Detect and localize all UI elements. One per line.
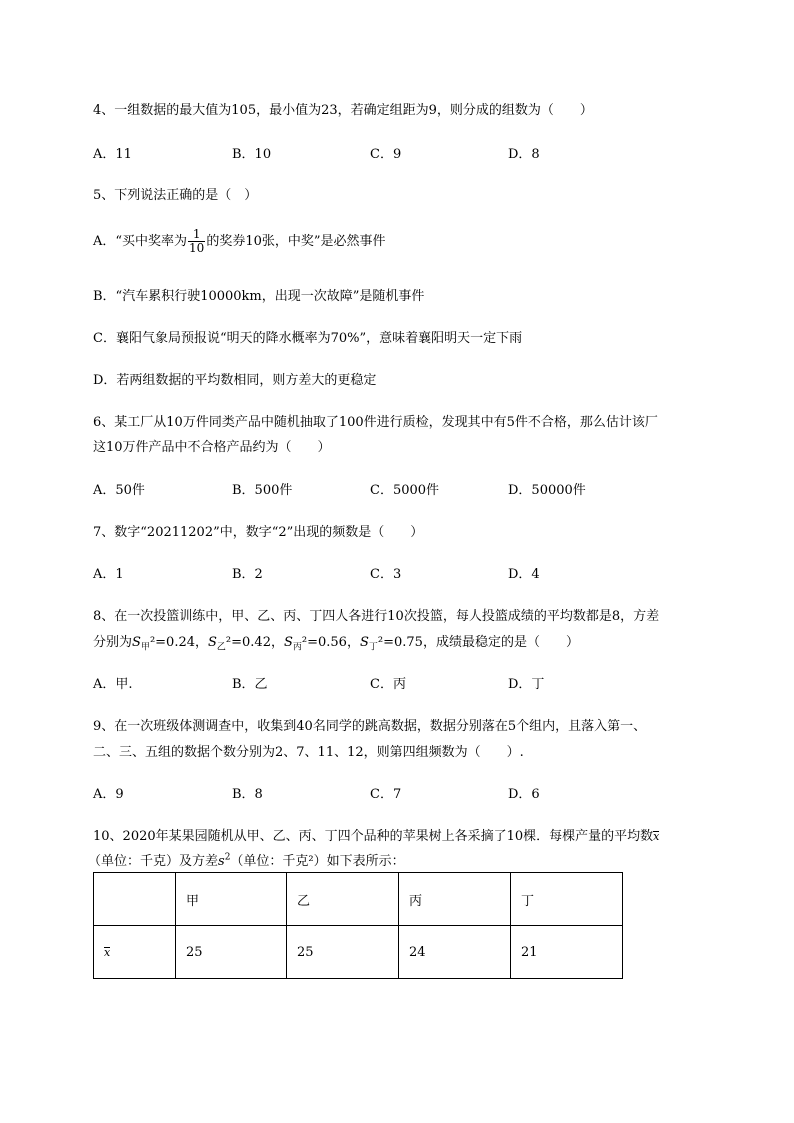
q5-option-a-post: 的奖券10张，中奖”是必然事件 xyxy=(206,234,386,249)
q7-stem: 7、数字“20211202”中，数字“2”出现的频数是（ ） xyxy=(93,525,424,540)
q10-stem-line2-post: （单位：千克²）如下表所示： xyxy=(230,854,405,869)
q5-option-b: B．“汽车累积行驶10000km，出现一次故障”是随机事件 xyxy=(93,289,425,304)
q4-option-a: A．11 xyxy=(93,147,132,162)
q8-option-c: C．丙 xyxy=(370,677,406,692)
variance-symbol: s xyxy=(218,854,225,869)
q4-option-d: D．8 xyxy=(508,147,540,162)
q4-option-c: C．9 xyxy=(370,147,402,162)
fraction-numerator: 1 xyxy=(188,228,205,242)
q6-stem-line2: 这10万件产品中不合格产品约为（ ） xyxy=(93,440,331,455)
table-header-cell: 乙 xyxy=(287,873,399,926)
q8-stem-line1: 8、在一次投篮训练中，甲、乙、丙、丁四人各进行10次投篮，每人投篮成绩的平均数都是8，方差 xyxy=(93,609,660,624)
variance-symbol: S xyxy=(132,635,141,650)
q8-option-b: B．乙 xyxy=(232,677,268,692)
variance-symbol: S xyxy=(208,635,217,650)
table-cell: 24 xyxy=(399,926,511,979)
q8-option-d: D．丁 xyxy=(508,677,545,692)
q9-stem-line2: 二、三、五组的数据个数分别为2、7、11、12，则第四组频数为（ ）. xyxy=(93,745,524,760)
table-header-row xyxy=(94,873,623,926)
table-header-cell: 甲 xyxy=(176,873,287,926)
q9-option-d: D．6 xyxy=(508,787,540,802)
q5-option-d: D．若两组数据的平均数相同，则方差大的更稳定 xyxy=(93,373,377,388)
table-header-cell: 丁 xyxy=(511,873,623,926)
fraction xyxy=(188,228,205,255)
q10-stem-line2-pre: （单位：千克）及方差 xyxy=(88,854,219,869)
q8-stem-line2-pre: 分别为 xyxy=(93,635,133,650)
q9-option-c: C．7 xyxy=(370,787,402,802)
variance-value-bing: ²=0.56， xyxy=(301,635,360,650)
q9-stem-line1: 9、在一次班级体测调查中，收集到40名同学的跳高数据，数据分别落在5个组内，且落入第一、 xyxy=(93,719,647,734)
mean-symbol: x xyxy=(653,830,660,843)
q6-option-a: A．50件 xyxy=(93,483,145,498)
variance-symbol: S xyxy=(359,635,369,650)
q10-stem-line2 xyxy=(88,850,405,869)
table-cell: 25 xyxy=(176,926,287,979)
table-row xyxy=(94,926,623,979)
table-cell: 25 xyxy=(287,926,399,979)
q6-stem-line1: 6、某工厂从10万件同类产品中随机抽取了100件进行质检，发现其中有5件不合格，那么估计该厂 xyxy=(93,415,658,430)
q8-option-a: A．甲. xyxy=(93,677,133,692)
q7-option-d: D．4 xyxy=(508,567,540,582)
table-header-cell xyxy=(94,873,176,926)
variance-value-yi: ²=0.42， xyxy=(225,635,284,650)
q8-stem-line2 xyxy=(93,631,579,653)
q7-option-c: C．3 xyxy=(370,567,402,582)
q6-option-b: B．500件 xyxy=(232,483,293,498)
q5-option-a xyxy=(93,228,386,255)
table-header-cell: 丙 xyxy=(399,873,511,926)
q6-option-d: D．50000件 xyxy=(508,483,586,498)
variance-subscript-ding: 丁 xyxy=(368,642,378,653)
variance-value-jia: ²=0.24， xyxy=(149,635,208,650)
q5-stem: 5、下列说法正确的是（ ） xyxy=(93,188,258,203)
variance-value-ding: ²=0.75，成绩最稳定的是（ ） xyxy=(377,635,579,650)
variance-subscript-jia: 甲 xyxy=(140,642,150,653)
q10-stem-line1-text: 10、2020年某果园随机从甲、乙、丙、丁四个品种的苹果树上各采摘了10棵．每棵产量的平均数 xyxy=(93,829,654,844)
variance-symbol: S xyxy=(283,635,293,650)
fraction-denominator: 10 xyxy=(189,241,205,255)
table-row-label xyxy=(94,926,176,979)
table-cell: 21 xyxy=(511,926,623,979)
q5-option-a-pre: A．“买中奖率为 xyxy=(93,234,188,249)
q10-stem-line1 xyxy=(93,825,659,844)
q9-option-b: B．8 xyxy=(232,787,263,802)
q4-stem: 4、一组数据的最大值为105，最小值为23，若确定组距为9，则分成的组数为（ ） xyxy=(93,103,593,118)
mean-symbol: x xyxy=(104,945,111,959)
q4-option-b: B．10 xyxy=(232,147,272,162)
data-table xyxy=(93,872,623,979)
q5-option-c: C．襄阳气象局预报说“明天的降水概率为70%”，意味着襄阳明天一定下雨 xyxy=(93,331,523,346)
variance-subscript-yi: 乙 xyxy=(216,642,226,653)
q9-option-a: A．9 xyxy=(93,787,124,802)
variance-subscript-bing: 丙 xyxy=(292,642,302,653)
q6-option-c: C．5000件 xyxy=(370,483,440,498)
q7-option-a: A．1 xyxy=(93,567,124,582)
variance-superscript: 2 xyxy=(224,852,231,863)
q7-option-b: B．2 xyxy=(232,567,263,582)
